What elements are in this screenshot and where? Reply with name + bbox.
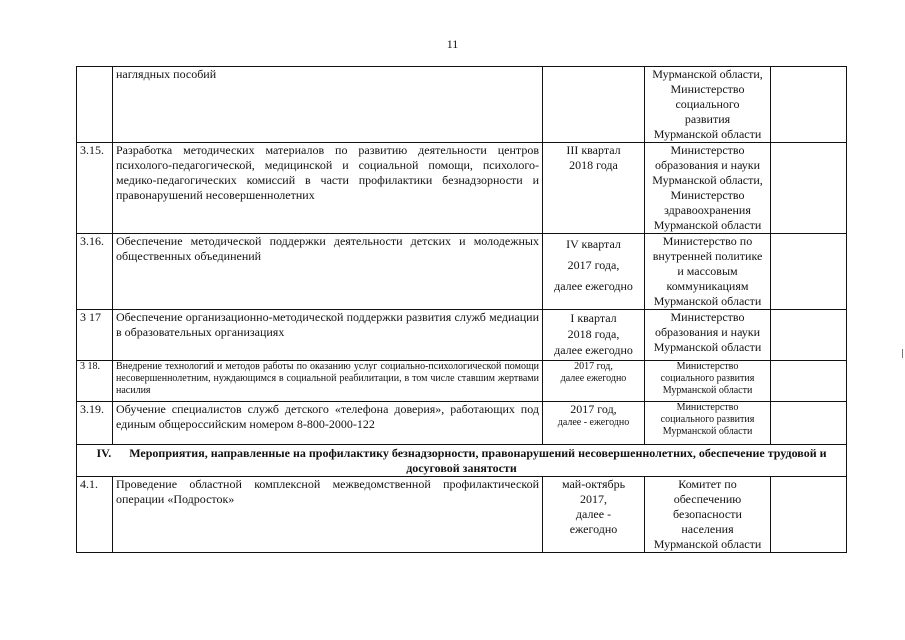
row-note-cell xyxy=(771,402,847,445)
table-row xyxy=(77,402,847,445)
executor-line: Мурманской области xyxy=(653,537,762,551)
term-line: 2017 год, xyxy=(574,361,613,372)
executor-line: Мурманской области xyxy=(653,127,762,141)
page-number: 11 xyxy=(446,37,459,51)
table-row xyxy=(77,143,847,234)
row-note-cell xyxy=(771,67,847,143)
executor-line: населения xyxy=(681,522,734,536)
row-description-cell: Обучение специалистов служб детского «телефона доверия», работающих под единым общероссийским номером 8-800-2000-122 xyxy=(113,402,543,445)
executor-line: образования и науки xyxy=(654,158,761,172)
executor-line: Министерство xyxy=(670,82,745,96)
row-number-cell: 3 18. xyxy=(77,361,113,402)
row-executor-cell xyxy=(645,67,771,143)
row-term-cell xyxy=(543,477,645,553)
executor-line: Мурманской области xyxy=(662,385,753,396)
row-executor-cell xyxy=(645,310,771,361)
term-line: далее ежегодно xyxy=(554,343,633,357)
row-description-cell: Проведение областной комплексной межведомственной профилактической операции «Подросток» xyxy=(113,477,543,553)
table-row xyxy=(77,361,847,402)
executor-line: здравоохранения xyxy=(664,203,751,217)
row-executor-cell xyxy=(645,477,771,553)
term-line: далее - xyxy=(575,507,612,521)
table-row xyxy=(77,67,847,143)
row-executor-cell xyxy=(645,143,771,234)
executor-line: и массовым xyxy=(677,264,738,278)
row-number-cell: 3 17 xyxy=(77,310,113,361)
row-number-cell: 3.16. xyxy=(77,234,113,310)
term-line: 2017 года, xyxy=(567,258,620,272)
row-term-cell xyxy=(543,402,645,445)
term-line: III квартал xyxy=(566,143,621,157)
row-note-cell xyxy=(771,234,847,310)
table-row xyxy=(77,234,847,310)
executor-line: Мурманской области xyxy=(653,294,762,308)
row-note-cell xyxy=(771,143,847,234)
section-title: Мероприятия, направленные на профилактику безнадзорности, правонарушений несовершеннолетних, обеспечение трудовой и досуговой занятости xyxy=(129,446,827,475)
executor-line: безопасности xyxy=(673,507,742,521)
row-number-cell: 3.19. xyxy=(77,402,113,445)
row-number-cell: 4.1. xyxy=(77,477,113,553)
executor-line: Министерство xyxy=(676,402,739,413)
term-line: далее ежегодно xyxy=(554,279,633,293)
row-note-cell xyxy=(771,361,847,402)
executor-line: Комитет по xyxy=(678,477,737,491)
table-row xyxy=(77,477,847,553)
executor-line: Мурманской области xyxy=(662,426,753,437)
row-term-cell xyxy=(543,310,645,361)
term-line: 2017, xyxy=(580,492,607,506)
row-note-cell xyxy=(771,310,847,361)
executor-line: Мурманской области xyxy=(653,340,762,354)
executor-line: социального развития xyxy=(660,373,755,384)
row-description-cell: Разработка методических материалов по развитию деятельности центров психолого-педагогической, медицинской и социальной помощи, психолого-медико-педагогических комиссий в части профилактики безнадзорности и правонарушений несовершеннолетних xyxy=(113,143,543,234)
row-number-cell: 3.15. xyxy=(77,143,113,234)
row-number-cell xyxy=(77,67,113,143)
executor-line: образования и науки xyxy=(654,325,761,339)
executor-line: Министерство по xyxy=(662,234,753,248)
term-line: 2018 года, xyxy=(567,327,620,341)
term-line: IV квартал xyxy=(566,237,621,251)
scan-margin-mark xyxy=(902,349,903,358)
executor-line: обеспечению xyxy=(673,492,742,506)
term-line: май-октябрь xyxy=(561,477,626,491)
row-description-cell: Обеспечение организационно-методической поддержки развития служб медиации в образовательных организациях xyxy=(113,310,543,361)
row-note-cell xyxy=(771,477,847,553)
term-line: ежегодно xyxy=(569,522,618,536)
term-line: далее - ежегодно xyxy=(557,417,630,428)
executor-line: Министерство xyxy=(670,310,745,324)
row-description-cell: Внедрение технологий и методов работы по оказанию услуг социально-психологической помощи несовершеннолетним, нуждающимся в социальной реабилитации, в том числе ставшим жертвами насилия xyxy=(113,361,543,402)
row-term-cell xyxy=(543,143,645,234)
executor-line: Министерство xyxy=(676,361,739,372)
executor-line: Мурманской области xyxy=(653,218,762,232)
executor-line: развития xyxy=(684,112,731,126)
row-term-cell xyxy=(543,234,645,310)
executor-line: Мурманской области, xyxy=(652,67,763,81)
row-description-cell: наглядных пособий xyxy=(113,67,543,143)
row-executor-cell xyxy=(645,402,771,445)
row-description-cell: Обеспечение методической поддержки деятельности детских и молодежных общественных объединений xyxy=(113,234,543,310)
row-executor-cell xyxy=(645,234,771,310)
executor-line: социального развития xyxy=(660,414,755,425)
section-header-row xyxy=(77,445,847,477)
row-term-cell xyxy=(543,67,645,143)
term-line: I квартал xyxy=(570,311,617,325)
measures-table xyxy=(76,66,847,553)
row-term-cell xyxy=(543,361,645,402)
term-line: далее ежегодно xyxy=(560,373,627,384)
executor-line: внутренней политике xyxy=(652,249,763,263)
executor-line: коммуникациям xyxy=(666,279,749,293)
executor-line: социального xyxy=(675,97,740,111)
section-header xyxy=(77,445,847,477)
term-line: 2018 года xyxy=(569,158,618,172)
table-row xyxy=(77,310,847,361)
row-executor-cell xyxy=(645,361,771,402)
section-numeral: IV. xyxy=(96,446,112,460)
executor-line: Министерство xyxy=(670,143,745,157)
executor-line: Мурманской области, xyxy=(652,173,763,187)
term-line: 2017 год, xyxy=(570,402,617,416)
executor-line: Министерство xyxy=(670,188,745,202)
